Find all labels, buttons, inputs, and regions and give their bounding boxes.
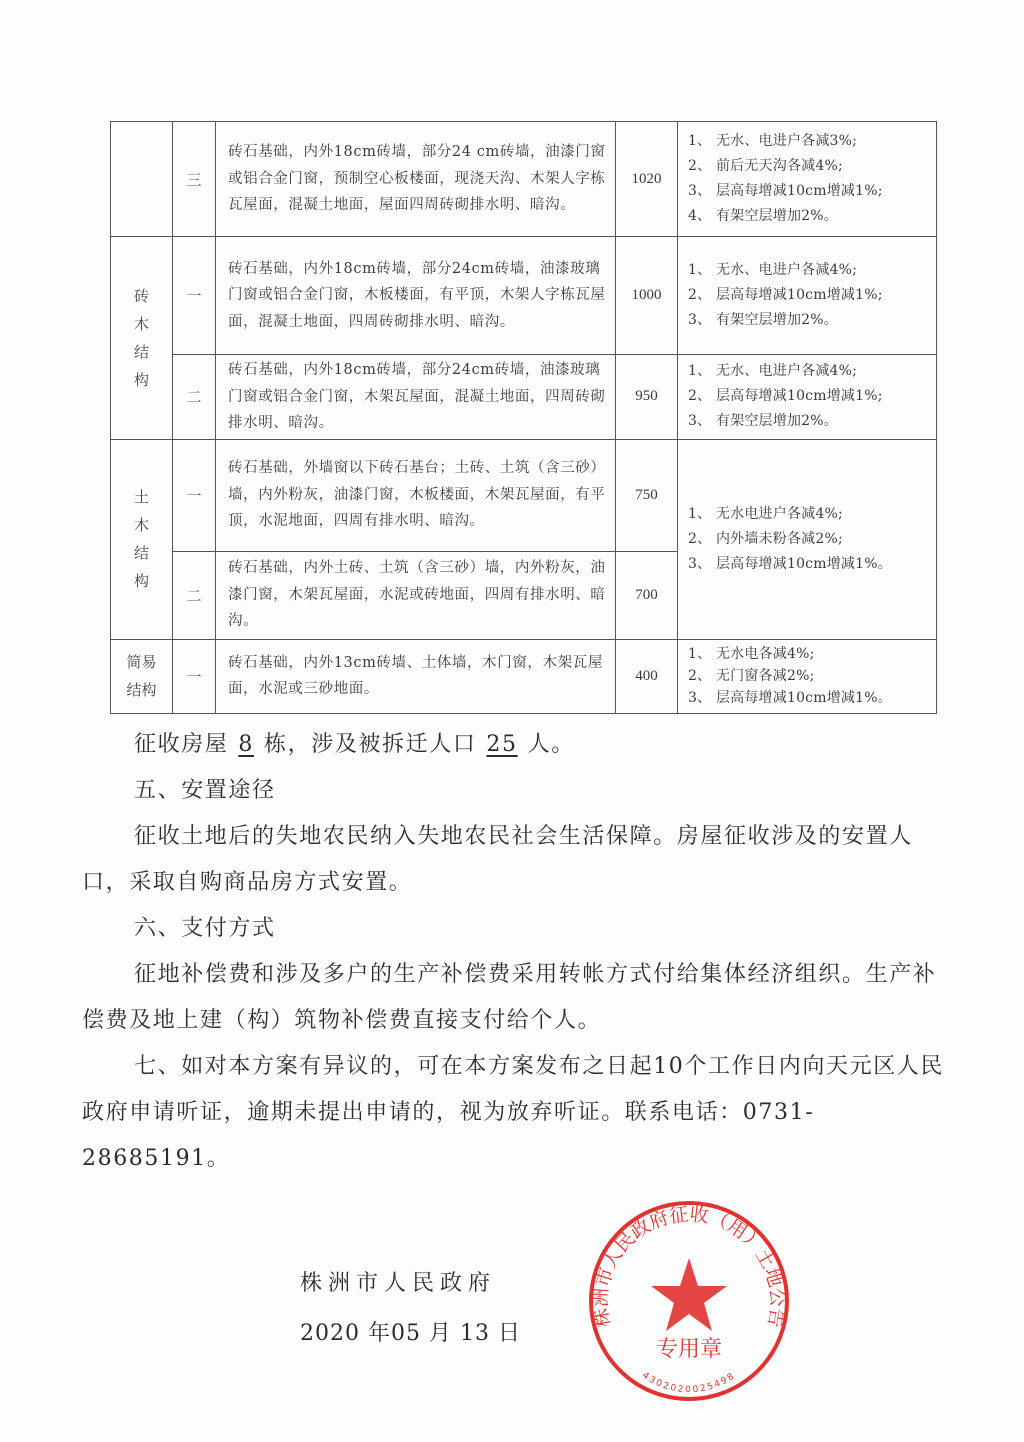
table-row	[111, 639, 937, 713]
adjustment-item: 1、 无水电各减4%;	[688, 646, 815, 662]
table-row	[111, 439, 937, 551]
adjustment-item: 4、 有架空层增加2%。	[688, 208, 838, 224]
adjustment-item: 3、 层高每增减10cm增减1%;	[688, 183, 883, 199]
price-cell: 400	[616, 639, 678, 713]
category-label: 砖木结构	[133, 286, 149, 389]
adjustment-item: 3、 层高每增减10cm增减1%。	[688, 690, 892, 706]
adjustment-item: 2、 层高每增减10cm增减1%;	[688, 388, 883, 405]
summary-suffix: 人。	[527, 732, 575, 757]
star-icon	[651, 1258, 727, 1331]
signing-org: 株洲市人民政府	[300, 1271, 497, 1296]
grade-cell: 一	[173, 237, 216, 355]
description-cell: 砖石基础，内外18cm砖墙，部分24cm砖墙，油漆玻璃门窗或铝合金门窗，木架瓦屋面，混凝土地面，四周砖砌排水明、暗沟。	[216, 355, 616, 440]
adjustment-item: 1、 无水、电进户各减4%;	[688, 262, 858, 278]
adjustment-cell	[678, 355, 937, 440]
date-year: 2020	[300, 1321, 360, 1346]
signing-date	[300, 1316, 521, 1347]
price-cell: 750	[616, 439, 678, 551]
category-cell-simple	[111, 639, 173, 713]
adjustment-item: 3、 有架空层增加2%。	[688, 413, 838, 430]
grade-cell: 一	[173, 639, 216, 713]
date-day-unit: 日	[498, 1321, 522, 1346]
adjustment-cell	[678, 237, 937, 355]
compensation-table	[110, 121, 937, 714]
summary-middle: 栋，涉及被拆迁人口	[264, 732, 477, 757]
adjustment-item: 1、 无水、电进户各减3%;	[688, 133, 858, 149]
price-cell: 950	[616, 355, 678, 440]
adjustment-item: 3、 有架空层增加2%。	[688, 312, 838, 328]
summary-line	[82, 722, 954, 768]
adjustment-item: 2、 无门窗各减2%;	[688, 668, 815, 684]
people-count: 25	[486, 732, 518, 757]
house-count: 8	[238, 732, 255, 757]
date-year-unit: 年	[368, 1321, 392, 1346]
section6-heading: 六、支付方式	[134, 916, 276, 941]
description-cell: 砖石基础，内外土砖、土筑（含三砂）墙，内外粉灰，油漆门窗，木架瓦屋面，水泥或砖地面，四周有排水明、暗沟。	[216, 551, 616, 639]
summary-prefix: 征收房屋	[134, 732, 229, 757]
price-cell: 1020	[616, 122, 678, 237]
adjustment-cell	[678, 439, 937, 639]
adjustment-cell	[678, 639, 937, 713]
adjustment-item: 3、 层高每增减10cm增减1%。	[688, 555, 892, 572]
body-text	[82, 722, 954, 1182]
category-label: 土木结构	[133, 488, 149, 590]
date-month-unit: 月	[429, 1321, 453, 1346]
date-day: 13	[460, 1321, 491, 1346]
table-row	[111, 237, 937, 355]
adjustment-item: 1、 无水电进户各减4%;	[688, 505, 843, 522]
date-month: 05	[391, 1321, 422, 1346]
adjustment-item: 2、 内外墙未粉各减2%;	[688, 530, 843, 547]
category-cell-earth-wood	[111, 439, 173, 639]
grade-cell: 二	[173, 355, 216, 440]
grade-cell: 三	[173, 122, 216, 237]
description-cell: 砖石基础，内外18cm砖墙，部分24cm砖墙，油漆玻璃门窗或铝合金门窗，木板楼面，有平顶，木架人字栋瓦屋面，混凝土地面，四周砖砌排水明、暗沟。	[216, 237, 616, 355]
table-row	[111, 355, 937, 440]
table-row	[111, 122, 937, 237]
price-cell: 1000	[616, 237, 678, 355]
section6-body: 征地补偿费和涉及多户的生产补偿费采用转帐方式付给集体经济组织。生产补偿费及地上建（构）筑物补偿费直接支付给个人。	[82, 962, 937, 1033]
section5-body: 征收土地后的失地农民纳入失地农民社会生活保障。房屋征收涉及的安置人口，采取自购商品房方式安置。	[82, 824, 913, 895]
section7-body: 七、如对本方案有异议的，可在本方案发布之日起10个工作日内向天元区人民政府申请听证，逾期未提出申请的，视为放弃听证。联系电话：0731-28685191。	[82, 1054, 944, 1171]
description-cell: 砖石基础，外墙窗以下砖石基台；土砖、土筑（含三砂）墙，内外粉灰，油漆门窗，木板楼面，木架瓦屋面，有平顶，水泥地面，四周有排水明、暗沟。	[216, 439, 616, 551]
category-cell-brick-wood	[111, 237, 173, 440]
category-cell	[111, 122, 173, 237]
seal-code: 4302020025498	[640, 1370, 738, 1396]
adjustment-item: 2、 层高每增减10cm增减1%;	[688, 287, 883, 303]
adjustment-cell	[678, 122, 937, 237]
description-cell: 砖石基础，内外18cm砖墙，部分24 cm砖墙，油漆门窗或铝合金门窗，预制空心板楼面，现浇天沟、木架人字栋瓦屋面，混凝土地面，屋面四周砖砌排水明、暗沟。	[216, 122, 616, 237]
grade-cell: 一	[173, 439, 216, 551]
section5-heading: 五、安置途径	[134, 778, 276, 803]
official-seal	[584, 1196, 794, 1406]
adjustment-item: 1、 无水、电进户各减4%;	[688, 363, 858, 380]
price-cell: 700	[616, 551, 678, 639]
adjustment-item: 2、 前后无天沟各减4%;	[688, 158, 843, 174]
signature-block	[560, 1196, 820, 1416]
grade-cell: 二	[173, 551, 216, 639]
description-cell: 砖石基础，内外13cm砖墙、土体墙，木门窗，木架瓦屋面，水泥或三砂地面。	[216, 639, 616, 713]
seal-ring-text: 株洲市人民政府征收（用）土地公告	[589, 1203, 789, 1329]
category-label: 简易结构	[126, 653, 157, 699]
seal-center-text: 专用章	[655, 1337, 723, 1362]
